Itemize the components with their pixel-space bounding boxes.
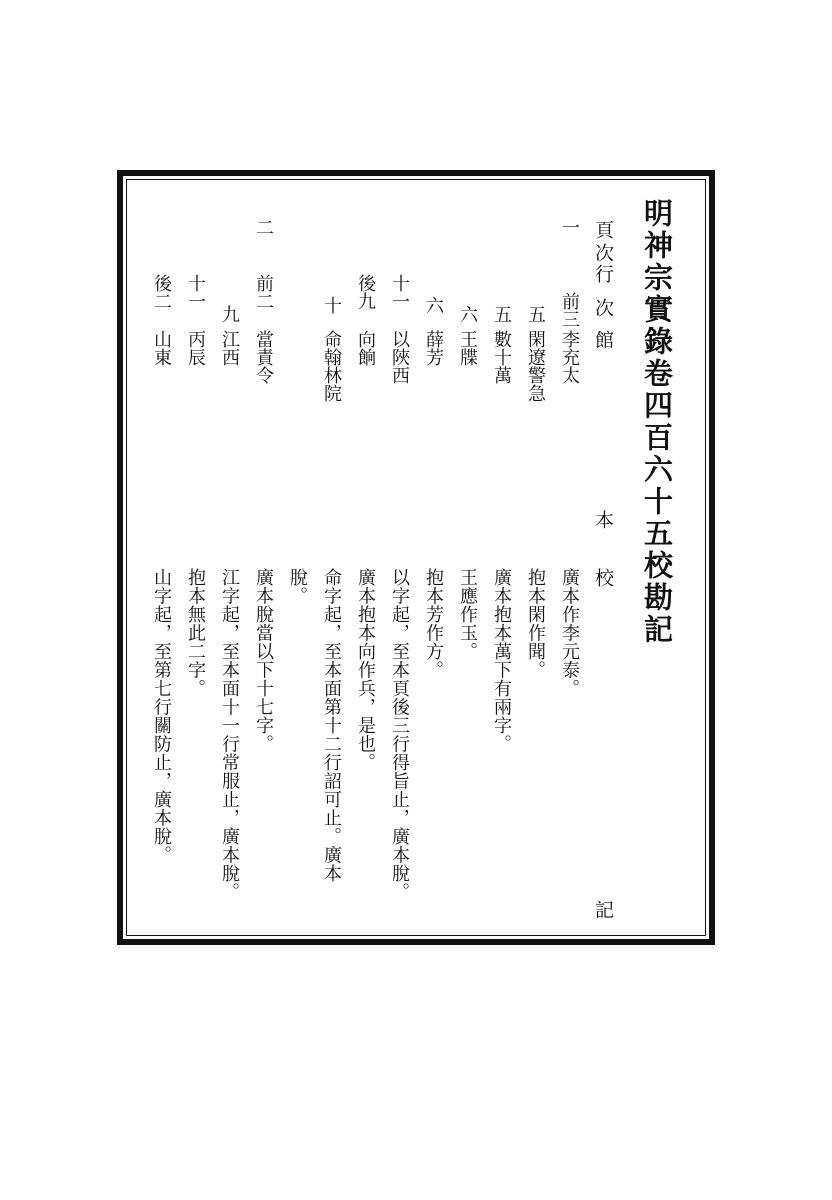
page-border-frame <box>117 170 715 945</box>
collation-note: 抱本閑作聞。 <box>525 568 546 679</box>
entry-text: 江西 <box>219 330 240 366</box>
entry-text: 薛芳 <box>423 330 444 366</box>
line-number: 六 <box>457 305 478 323</box>
line-number: 六 <box>423 296 444 314</box>
entry-text: 數十萬 <box>491 330 512 384</box>
page-number: 二 <box>253 218 274 236</box>
collation-note: 以字起，至本頁後三行得旨止，廣本脫。 <box>389 568 410 901</box>
line-number: 後九 <box>355 274 376 310</box>
collation-note: 廣本作李元泰。 <box>559 568 580 698</box>
line-number: 十 <box>321 296 342 314</box>
header-edition: 本 <box>592 510 614 529</box>
entry-text: 向餉 <box>355 330 376 366</box>
entry-text: 王牒 <box>457 330 478 366</box>
collation-note: 廣本抱本萬下有兩字。 <box>491 568 512 753</box>
entry-text: 丙辰 <box>185 330 206 366</box>
page-number: 一 <box>559 218 580 236</box>
line-number: 十一 <box>185 274 206 310</box>
collation-note: 抱本無此二字。 <box>185 568 206 698</box>
collation-note: 山字起，至第七行關防止，廣本脫。 <box>151 568 172 864</box>
entry-text: 當責令 <box>253 330 274 384</box>
entry-text: 閑遼警急 <box>525 330 546 402</box>
collation-note: 王應作玉。 <box>457 568 478 661</box>
collation-note: 江字起，至本面十一行常服止，廣本脫。 <box>219 568 240 901</box>
header-line-number: 行次 <box>592 264 614 332</box>
line-number: 五 <box>525 305 546 323</box>
entry-text: 命翰林院 <box>321 330 342 402</box>
entry-text: 以陜西 <box>389 330 410 384</box>
line-number: 五 <box>491 305 512 323</box>
collation-note: 命字起，至本面第十二行詔可止。廣本 <box>321 568 342 883</box>
line-number: 前二 <box>253 274 274 310</box>
header-collation: 校 <box>592 568 614 587</box>
header-notes: 記 <box>592 900 614 919</box>
header-page-number: 頁次 <box>592 220 614 266</box>
collation-note: 廣本抱本向作兵，是也。 <box>355 568 376 772</box>
collation-note-continued: 脫。 <box>287 568 308 605</box>
line-number: 後二 <box>151 274 172 310</box>
collation-note: 廣本脫當以下十七字。 <box>253 568 274 753</box>
collation-note: 抱本芳作方。 <box>423 568 444 679</box>
line-number: 九 <box>219 305 240 323</box>
entry-text: 山東 <box>151 330 172 366</box>
line-number: 前三 <box>559 292 580 328</box>
line-number: 十一 <box>389 274 410 310</box>
entry-text: 李充太 <box>559 330 580 384</box>
document-title: 明神宗實錄卷四百六十五校勘記 <box>640 198 674 646</box>
header-library: 館 <box>592 330 614 349</box>
